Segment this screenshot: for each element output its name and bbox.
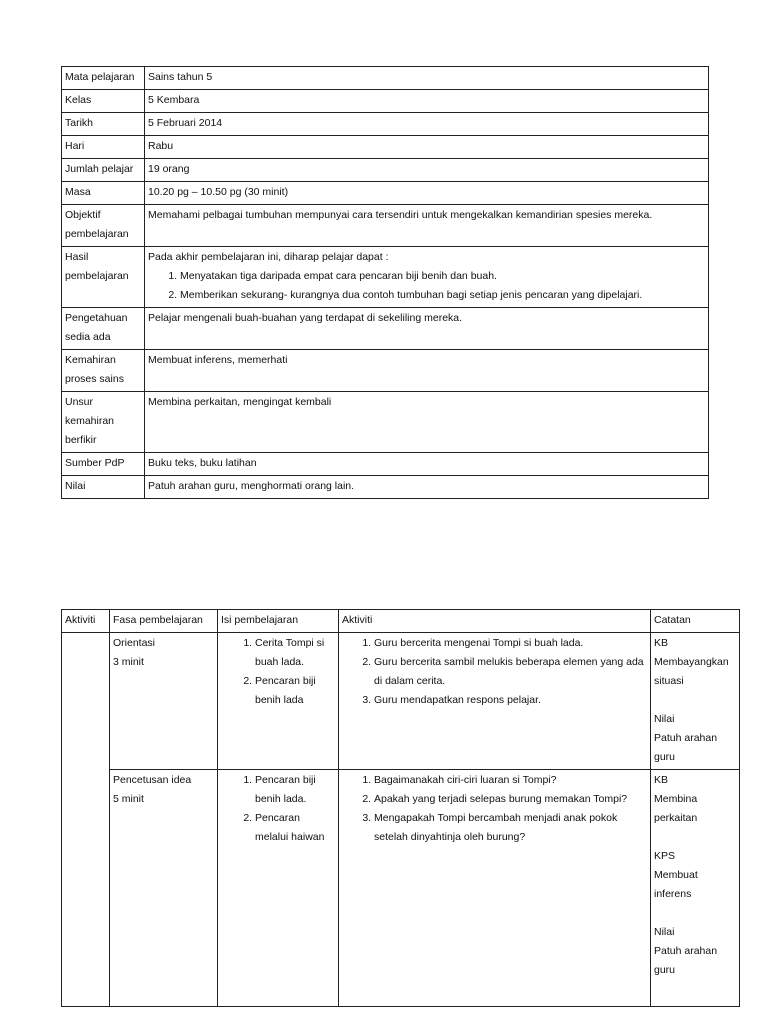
info-label: Kelas: [62, 90, 145, 113]
info-row: [62, 453, 709, 476]
info-value: Membuat inferens, memerhati: [145, 350, 709, 392]
catatan-kb-value: Membina perkaitan: [654, 793, 698, 824]
info-value: Memahami pelbagai tumbuhan mempunyai cara tersendiri untuk mengekalkan kemandirian spesies mereka.: [145, 205, 709, 247]
list-item: 1. Pencaran biji benih lada.: [255, 771, 335, 809]
info-label: Nilai: [62, 476, 145, 499]
info-row: [62, 308, 709, 350]
info-row: [62, 182, 709, 205]
info-value: Pelajar mengenali buah-buahan yang terdapat di sekeliling mereka.: [145, 308, 709, 350]
fasa-name: Orientasi: [113, 637, 156, 649]
info-row: [62, 205, 709, 247]
info-value: 5 Kembara: [145, 90, 709, 113]
info-value: 10.20 pg – 10.50 pg (30 minit): [145, 182, 709, 205]
header-fasa: Fasa pembelajaran: [110, 610, 218, 633]
list-item: 2. Memberikan sekurang- kurangnya dua contoh tumbuhan bagi setiap jenis pencaran yang dipelajari.: [180, 286, 705, 305]
table-row: [62, 770, 740, 1007]
list-item: 1. Menyatakan tiga daripada empat cara pencaran biji benih dan buah.: [180, 267, 705, 286]
fasa-cell: [110, 770, 218, 1007]
header-catatan: Catatan: [651, 610, 740, 633]
info-label: Masa: [62, 182, 145, 205]
catatan-kps-label: KPS: [654, 850, 676, 862]
isi-cell: [218, 633, 339, 770]
catatan-nilai-value: Patuh arahan guru: [654, 945, 718, 976]
catatan-kb-label: KB: [654, 637, 669, 649]
catatan-kb-label: KB: [654, 774, 669, 786]
info-value: Sains tahun 5: [145, 67, 709, 90]
info-value: 5 Februari 2014: [145, 113, 709, 136]
catatan-nilai-value: Patuh arahan guru: [654, 732, 718, 763]
header-aktiviti-detail: Aktiviti: [339, 610, 651, 633]
aktiviti-detail-cell: [339, 770, 651, 1007]
hasil-list: [148, 267, 705, 305]
list-item: 2. Guru bercerita sambil melukis beberapa elemen yang ada di dalam cerita.: [374, 653, 647, 691]
activity-table: [61, 609, 740, 1007]
catatan-cell: [651, 770, 740, 1007]
info-value: Membina perkaitan, mengingat kembali: [145, 392, 709, 453]
info-value: Buku teks, buku latihan: [145, 453, 709, 476]
lesson-info-table: [61, 66, 709, 499]
info-value: Patuh arahan guru, menghormati orang lain.: [145, 476, 709, 499]
info-label: Sumber PdP: [62, 453, 145, 476]
list-item: 2. Apakah yang terjadi selepas burung memakan Tompi?: [374, 790, 647, 809]
info-row: [62, 392, 709, 453]
hasil-intro: Pada akhir pembelajaran ini, diharap pelajar dapat :: [148, 251, 389, 263]
list-item: 1. Cerita Tompi si buah lada.: [255, 634, 335, 672]
info-value: Rabu: [145, 136, 709, 159]
aktiviti-cell: [62, 633, 110, 1007]
header-aktiviti: Aktiviti: [62, 610, 110, 633]
info-label: Tarikh: [62, 113, 145, 136]
list-item: 1. Guru bercerita mengenai Tompi si buah lada.: [374, 634, 647, 653]
fasa-time: 3 minit: [113, 656, 144, 668]
catatan-nilai-label: Nilai: [654, 713, 675, 725]
info-row: [62, 159, 709, 182]
catatan-kps-value: Membuat inferens: [654, 869, 698, 900]
info-label: Objektif pembelajaran: [62, 205, 145, 247]
header-isi: Isi pembelajaran: [218, 610, 339, 633]
info-row: [62, 67, 709, 90]
info-label: Jumlah pelajar: [62, 159, 145, 182]
info-value: 19 orang: [145, 159, 709, 182]
isi-list: [221, 771, 335, 847]
info-label: Hari: [62, 136, 145, 159]
aktiviti-detail-cell: [339, 633, 651, 770]
info-row: [62, 136, 709, 159]
catatan-cell: [651, 633, 740, 770]
fasa-name: Pencetusan idea: [113, 774, 192, 786]
info-row: [62, 113, 709, 136]
fasa-time: 5 minit: [113, 793, 144, 805]
info-row-hasil: [62, 247, 709, 308]
info-label: Unsur kemahiran berfikir: [62, 392, 145, 453]
list-item: 2. Pencaran melalui haiwan: [255, 809, 335, 847]
info-label: Pengetahuan sedia ada: [62, 308, 145, 350]
table-header-row: [62, 610, 740, 633]
fasa-cell: [110, 633, 218, 770]
table-row: [62, 633, 740, 770]
info-row: [62, 476, 709, 499]
info-row: [62, 350, 709, 392]
info-label: Kemahiran proses sains: [62, 350, 145, 392]
info-label: Hasil pembelajaran: [62, 247, 145, 308]
list-item: 3. Mengapakah Tompi bercambah menjadi anak pokok setelah dinyahtinja oleh burung?: [374, 809, 647, 847]
list-item: 1. Bagaimanakah ciri-ciri luaran si Tompi?: [374, 771, 647, 790]
aktiviti-list: [342, 771, 647, 847]
list-item: 2. Pencaran biji benih lada: [255, 672, 335, 710]
isi-cell: [218, 770, 339, 1007]
info-row: [62, 90, 709, 113]
aktiviti-list: [342, 634, 647, 710]
list-item: 3. Guru mendapatkan respons pelajar.: [374, 691, 647, 710]
catatan-kb-value: Membayangkan situasi: [654, 656, 729, 687]
isi-list: [221, 634, 335, 710]
info-label: Mata pelajaran: [62, 67, 145, 90]
catatan-nilai-label: Nilai: [654, 926, 675, 938]
info-value: [145, 247, 709, 308]
